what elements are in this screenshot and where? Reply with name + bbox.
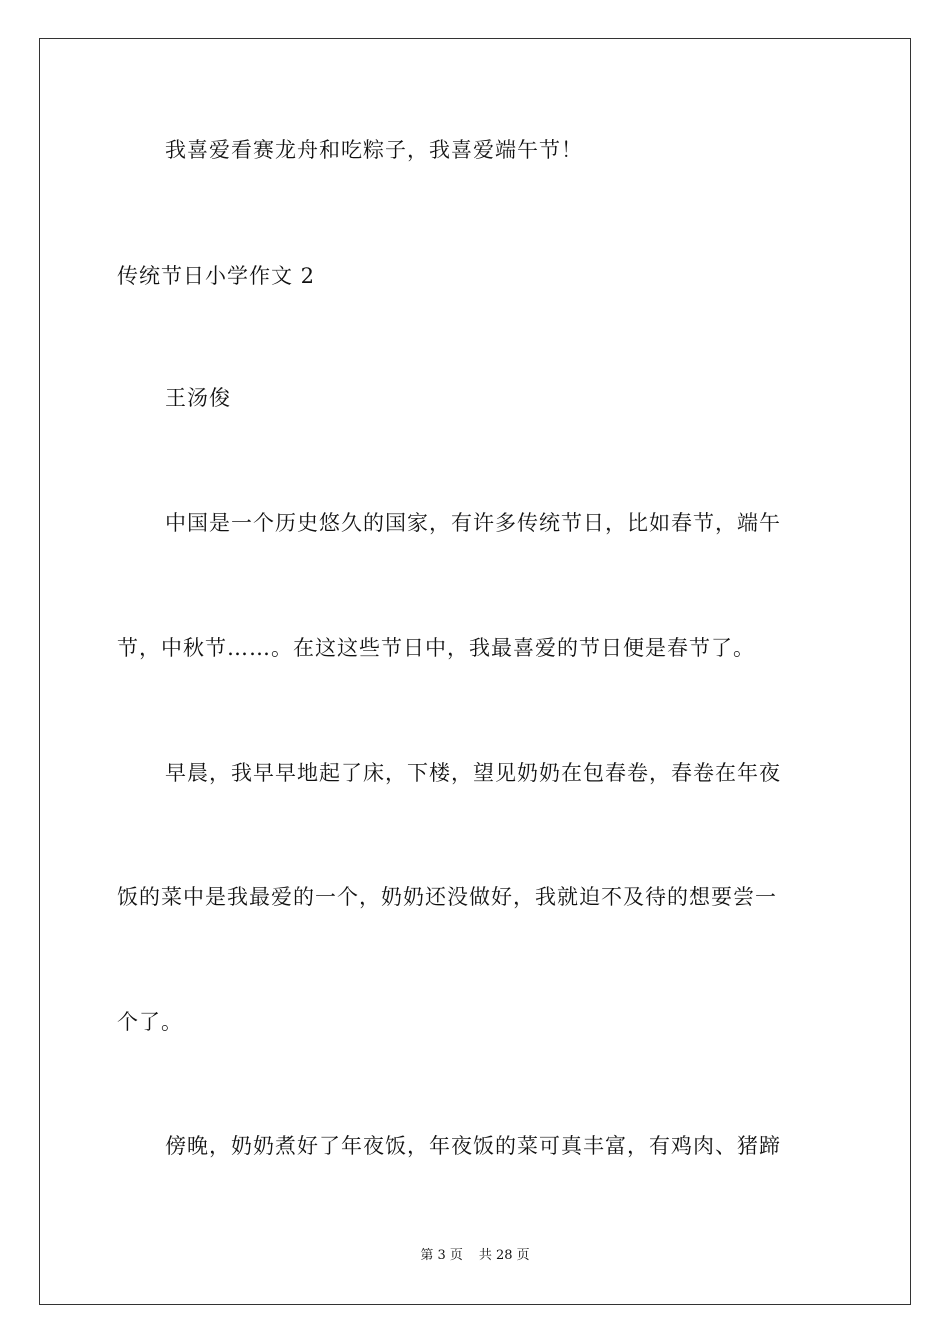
paragraph-line: 饭的菜中是我最爱的一个，奶奶还没做好，我就迫不及待的想要尝一 xyxy=(117,885,777,909)
paragraph-line: 早晨，我早早地起了床，下楼，望见奶奶在包春卷，春卷在年夜 xyxy=(165,761,781,785)
page-total: 共 28 页 xyxy=(478,1248,530,1263)
paragraph-line: 节，中秋节……。在这这些节日中，我最喜爱的节日便是春节了。 xyxy=(117,636,755,660)
page-number: 第 3 页 xyxy=(420,1248,463,1263)
page-footer xyxy=(0,1247,950,1265)
paragraph-line: 中国是一个历史悠久的国家，有许多传统节日，比如春节，端午 xyxy=(165,511,781,535)
paragraph-line: 个了。 xyxy=(117,1010,183,1034)
paragraph-line: 傍晚，奶奶煮好了年夜饭，年夜饭的菜可真丰富，有鸡肉、猪蹄 xyxy=(165,1134,781,1158)
section-title: 传统节日小学作文 2 xyxy=(117,264,316,288)
author-name: 王汤俊 xyxy=(165,386,231,410)
page-border xyxy=(39,38,911,1305)
paragraph-line: 我喜爱看赛龙舟和吃粽子，我喜爱端午节！ xyxy=(165,138,583,162)
